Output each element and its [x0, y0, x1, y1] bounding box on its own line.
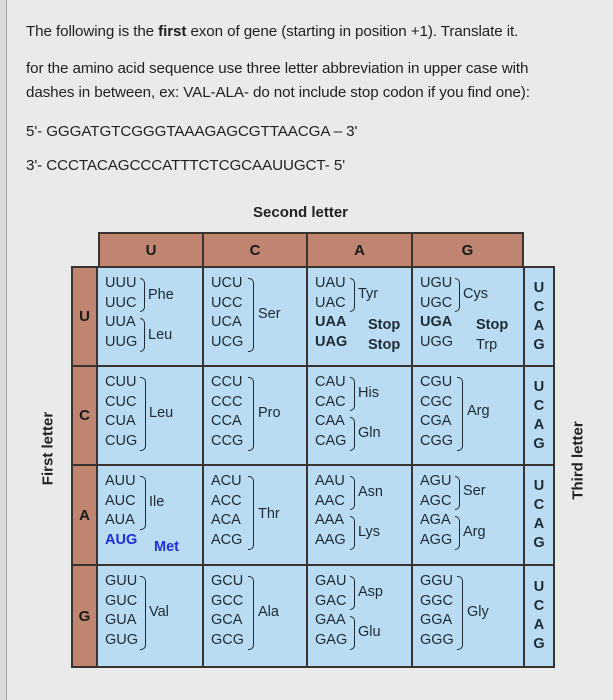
codon: CCG	[211, 432, 244, 449]
amino-acid: Leu	[149, 405, 174, 421]
third-letter-group-g	[523, 564, 555, 668]
question-line-3: dashes in between, ex: VAL-ALA- do not include stop codon if you find one):	[26, 84, 530, 101]
codon: GUA	[105, 612, 137, 628]
row-header-g: G	[71, 564, 98, 668]
question-bold-word: first	[158, 23, 187, 40]
amino-acid: Ala	[258, 604, 279, 620]
brace-icon	[457, 576, 463, 650]
codon: CUC	[105, 393, 137, 410]
cell-gg	[411, 564, 525, 668]
brace-icon	[350, 576, 355, 610]
brace-icon	[350, 516, 355, 550]
column-header-u: U	[98, 232, 204, 268]
stop-label: Stop	[476, 317, 509, 333]
amino-acid: Thr	[258, 506, 280, 522]
brace-icon	[455, 476, 460, 510]
third-letter: A	[533, 416, 545, 433]
codon: AUC	[105, 492, 136, 509]
codon: GUC	[105, 592, 138, 609]
brace-icon	[140, 476, 146, 530]
codon: UGC	[420, 294, 453, 311]
codon: CUG	[105, 432, 138, 449]
codon: UUG	[105, 333, 138, 350]
amino-acid: Ile	[149, 494, 165, 510]
codon: CCU	[211, 374, 243, 390]
brace-icon	[350, 278, 355, 312]
row-header-u: U	[71, 266, 98, 367]
codon: ACA	[211, 512, 241, 528]
codon: CGA	[420, 413, 452, 429]
codon: CGC	[420, 393, 453, 410]
codon: GGG	[420, 631, 454, 648]
column-header-c: C	[202, 232, 308, 268]
brace-icon	[248, 576, 254, 650]
cell-cu	[96, 365, 204, 466]
codon: GCG	[211, 631, 245, 648]
codon: CGG	[420, 432, 454, 449]
brace-icon	[248, 377, 254, 451]
amino-acid: Cys	[463, 286, 488, 302]
codon: AGA	[420, 512, 451, 528]
cell-ua	[306, 266, 413, 367]
amino-acid: Tyr	[358, 286, 379, 302]
codon: UGG	[420, 333, 454, 350]
codon: GGU	[420, 573, 454, 589]
codon: CAG	[315, 432, 347, 449]
third-letter-group-u	[523, 266, 555, 367]
codon: UGU	[420, 275, 453, 291]
brace-icon	[140, 377, 146, 451]
codon: AUU	[105, 473, 136, 489]
row-header-c: C	[71, 365, 98, 466]
codon: UUA	[105, 314, 136, 330]
third-letter: C	[533, 298, 545, 315]
codon: UCG	[211, 333, 244, 350]
cell-au	[96, 464, 204, 566]
page-edge	[0, 0, 7, 700]
codon: UAU	[315, 275, 346, 291]
codon: UCA	[211, 314, 242, 330]
codon: AAG	[315, 531, 346, 548]
third-letter: U	[533, 478, 545, 494]
cell-gc	[202, 564, 308, 668]
codon: AAC	[315, 492, 345, 509]
third-letter: C	[533, 397, 545, 414]
codon: CGU	[420, 374, 453, 390]
amino-acid: Asp	[358, 584, 383, 600]
third-letter: U	[533, 279, 545, 296]
codon: CAU	[315, 374, 346, 390]
codon: AGC	[420, 492, 452, 509]
codon: UCU	[211, 275, 243, 291]
codon: GAU	[315, 573, 347, 589]
codon: CCC	[211, 393, 243, 410]
dna-strand-5to3: 5'- GGGATGTCGGGTAAAGAGCGTTAACGA – 3'	[26, 123, 358, 140]
codon: GAG	[315, 631, 348, 648]
cell-ca	[306, 365, 413, 466]
codon: ACC	[211, 492, 242, 509]
codon: AAU	[315, 473, 345, 489]
codon: UAG	[315, 333, 348, 350]
codon: UUC	[105, 294, 137, 311]
amino-acid: Lys	[358, 524, 381, 540]
amino-acid: Glu	[358, 624, 381, 640]
cell-ug	[411, 266, 525, 367]
amino-acid: Gln	[358, 425, 381, 441]
third-letter-label: Third letter	[569, 421, 587, 500]
codon: CAA	[315, 413, 345, 429]
codon: GUU	[105, 573, 138, 589]
third-letter: A	[533, 516, 545, 532]
brace-icon	[140, 278, 145, 312]
cell-ga	[306, 564, 413, 668]
cell-uc	[202, 266, 308, 367]
column-header-g: G	[411, 232, 524, 268]
codon: ACG	[211, 531, 243, 548]
third-letter: A	[533, 617, 545, 633]
codon: AAA	[315, 512, 345, 528]
codon: UGA	[420, 314, 453, 330]
question-text: The following is the	[26, 23, 159, 40]
cell-aa	[306, 464, 413, 566]
brace-icon	[350, 476, 355, 510]
codon: GCU	[211, 573, 244, 589]
third-letter: U	[533, 579, 545, 595]
amino-acid: Arg	[467, 403, 490, 419]
cell-cc	[202, 365, 308, 466]
start-codon: AUG	[105, 531, 138, 548]
second-letter-label: Second letter	[253, 204, 349, 221]
third-letter-group-c	[523, 365, 555, 466]
codon: AUA	[105, 512, 135, 528]
third-letter: G	[533, 636, 545, 652]
codon: CAC	[315, 393, 346, 410]
codon: UUU	[105, 275, 137, 291]
amino-acid: Gly	[467, 604, 489, 620]
brace-icon	[248, 476, 254, 550]
stop-label: Stop	[368, 317, 401, 333]
codon: UAC	[315, 294, 346, 311]
third-letter: G	[533, 535, 545, 551]
brace-icon	[457, 377, 463, 451]
brace-icon	[455, 278, 460, 312]
cell-uu	[96, 266, 204, 367]
amino-acid: His	[358, 385, 379, 401]
amino-acid: Asn	[358, 484, 383, 500]
cell-ag	[411, 464, 525, 566]
amino-acid: Ser	[258, 306, 281, 322]
amino-acid: Arg	[463, 524, 486, 540]
codon: CUU	[105, 374, 137, 390]
third-letter: A	[533, 317, 545, 334]
brace-icon	[140, 576, 146, 650]
cell-gu	[96, 564, 204, 668]
cell-ac	[202, 464, 308, 566]
brace-icon	[140, 318, 145, 352]
codon: CUA	[105, 413, 136, 429]
question-line-1	[26, 23, 518, 40]
codon: GUG	[105, 631, 139, 648]
brace-icon	[455, 516, 460, 550]
row-header-a: A	[71, 464, 98, 566]
codon: GAC	[315, 592, 347, 609]
codon: CCA	[211, 413, 242, 429]
amino-acid: Trp	[476, 337, 498, 353]
codon: UAA	[315, 314, 347, 330]
brace-icon	[350, 417, 355, 451]
codon: GGC	[420, 592, 454, 609]
amino-acid: Ser	[463, 483, 486, 499]
third-letter-group-a	[523, 464, 555, 566]
question-line-2: for the amino acid sequence use three letter abbreviation in upper case with	[26, 60, 529, 77]
third-letter: G	[533, 336, 545, 353]
third-letter: C	[533, 598, 545, 614]
column-header-a: A	[306, 232, 413, 268]
stop-label: Stop	[368, 337, 401, 353]
question-text: exon of gene (starting in position +1). Translate it.	[186, 23, 519, 40]
start-amino-acid: Met	[154, 539, 179, 555]
third-letter: U	[533, 378, 545, 395]
codon: ACU	[211, 473, 242, 489]
codon: UCC	[211, 294, 243, 311]
first-letter-label: First letter	[39, 411, 57, 486]
codon: AGU	[420, 473, 452, 489]
brace-icon	[350, 377, 355, 411]
codon: GCA	[211, 612, 243, 628]
brace-icon	[350, 616, 355, 650]
amino-acid: Phe	[148, 287, 174, 303]
amino-acid: Val	[149, 604, 169, 620]
third-letter: C	[533, 497, 545, 513]
third-letter: G	[533, 435, 545, 452]
codon: AGG	[420, 531, 453, 548]
codon: GCC	[211, 592, 244, 609]
brace-icon	[248, 278, 254, 352]
amino-acid: Leu	[148, 327, 173, 343]
codon: GAA	[315, 612, 346, 628]
codon: GGA	[420, 612, 453, 628]
cell-cg	[411, 365, 525, 466]
dna-strand-3to5: 3'- CCCTACAGCCCATTTCTCGCAAUUGCT- 5'	[26, 157, 345, 174]
amino-acid: Pro	[258, 405, 281, 421]
